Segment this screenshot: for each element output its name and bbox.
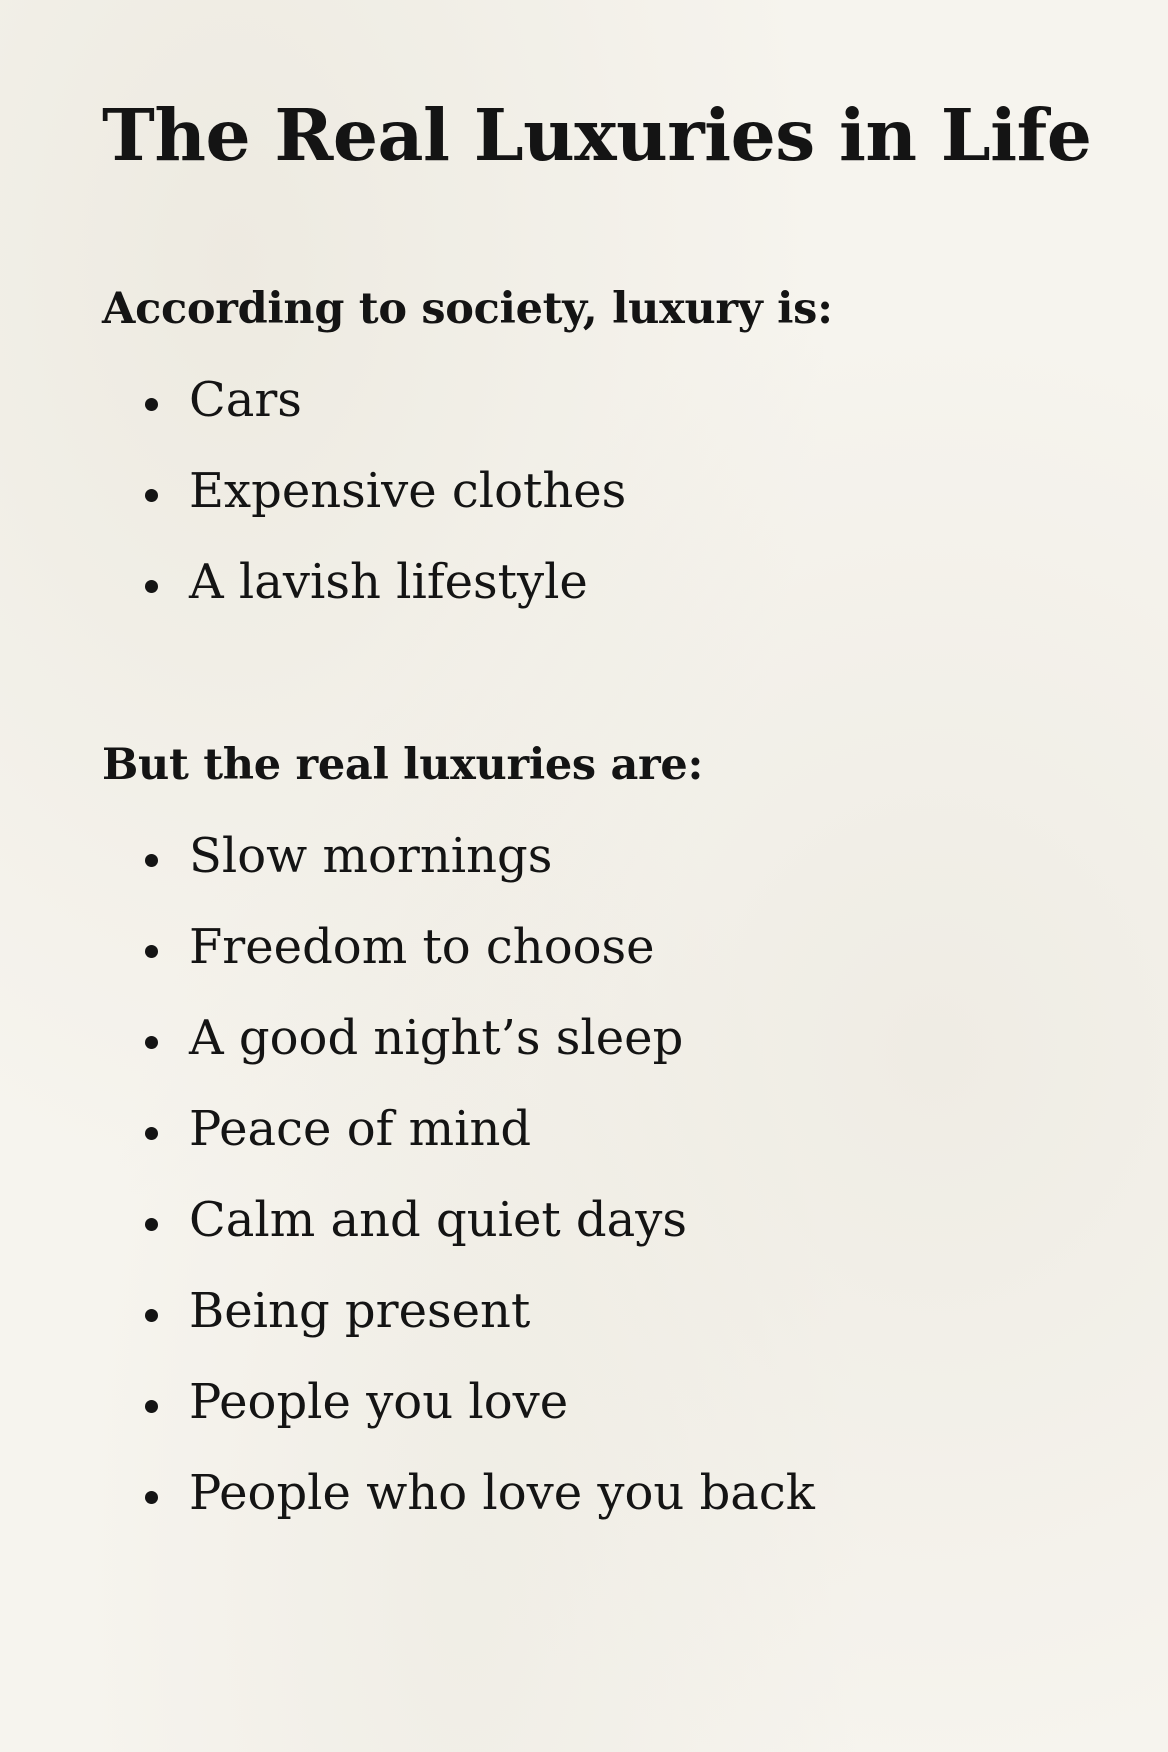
- bullet-icon: [145, 1309, 158, 1322]
- bullet-icon: [145, 945, 158, 958]
- bullet-icon: [145, 1491, 158, 1504]
- bullet-icon: [145, 1127, 158, 1140]
- list-item: Cars: [145, 376, 626, 467]
- bullet-icon: [145, 580, 158, 593]
- society-list: [145, 372, 627, 649]
- real-list: [145, 828, 815, 1560]
- list-item: Calm and quiet days: [145, 1196, 815, 1287]
- list-item: Being present: [145, 1287, 815, 1378]
- bullet-icon: [145, 1218, 158, 1231]
- bullet-icon: [145, 489, 158, 502]
- page-title: The Real Luxuries in Life: [102, 93, 1092, 177]
- list-item: A good night’s sleep: [145, 1014, 815, 1105]
- bullet-icon: [145, 854, 158, 867]
- list-item: Peace of mind: [145, 1105, 815, 1196]
- list-item: Slow mornings: [145, 832, 815, 923]
- list-item: Freedom to choose: [145, 923, 815, 1014]
- list-item: A lavish lifestyle: [145, 558, 626, 649]
- list-item: People you love: [145, 1378, 815, 1469]
- list-item: People who love you back: [145, 1469, 815, 1560]
- bullet-icon: [145, 398, 158, 411]
- real-heading: But the real luxuries are:: [102, 740, 704, 790]
- bullet-icon: [145, 1036, 158, 1049]
- list-item: Expensive clothes: [145, 467, 626, 558]
- bullet-icon: [145, 1400, 158, 1413]
- society-heading: According to society, luxury is:: [102, 284, 833, 334]
